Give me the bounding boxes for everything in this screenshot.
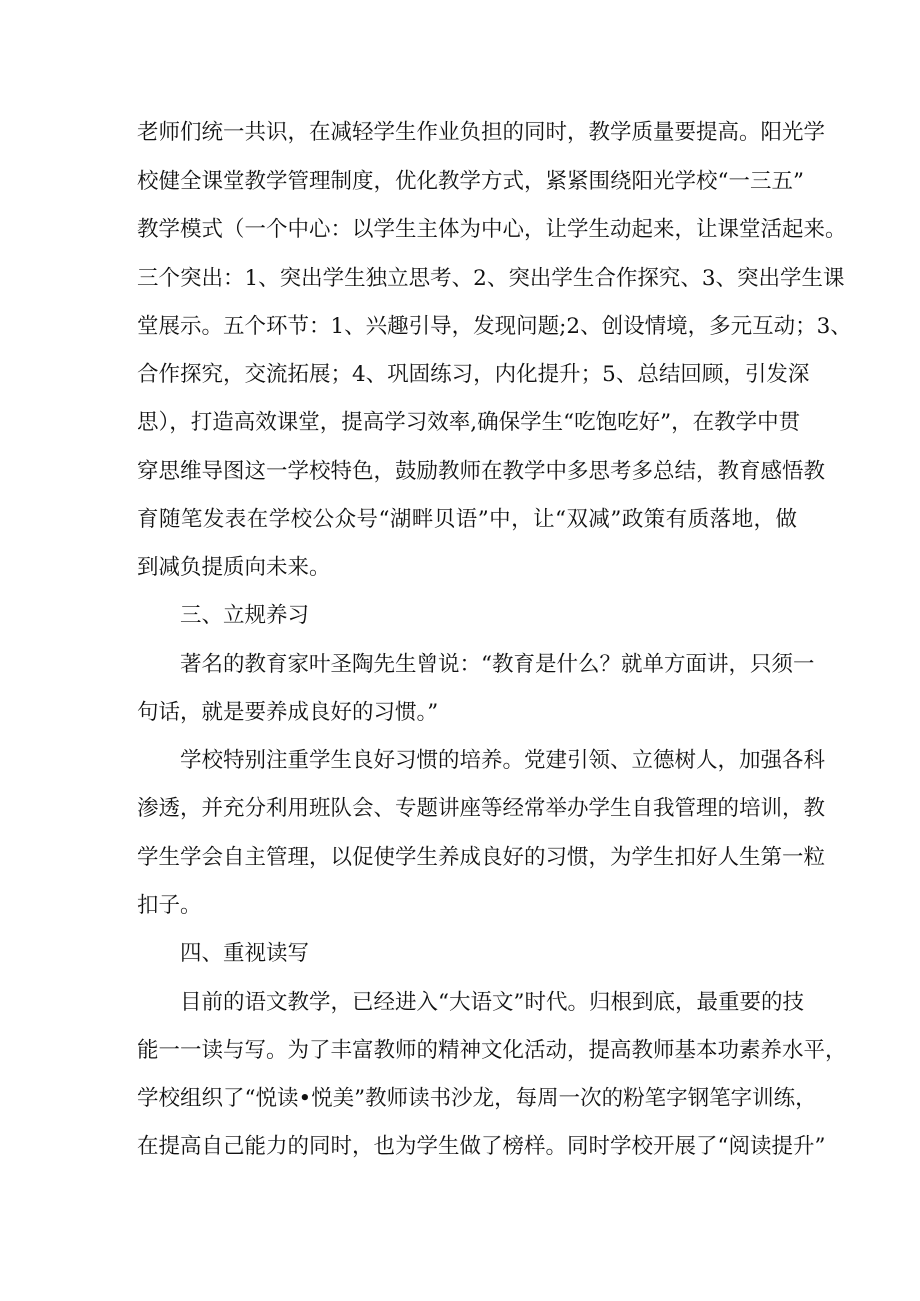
paragraph-line: 学生学会自主管理，以促使学生养成良好的习惯，为学生扣好人生第一粒 <box>137 845 826 870</box>
paragraph-line: 堂展示。五个环节：1、兴趣引导，发现问题;2、创设情境，多元互动；3、 <box>137 314 852 339</box>
section-heading: 四、重视读写 <box>180 941 310 966</box>
paragraph-line: 合作探究，交流拓展；4、巩固练习，内化提升；5、总结回顾，引发深 <box>137 362 810 387</box>
paragraph-line: 思），打造高效课堂，提高学习效率,确保学生“吃饱吃好”，在教学中贯 <box>137 410 801 435</box>
paragraph-line: 穿思维导图这一学校特色，鼓励教师在教学中多思考多总结，教育感悟教 <box>137 459 826 484</box>
paragraph-line: 学校特别注重学生良好习惯的培养。党建引领、立德树人，加强各科 <box>180 748 826 773</box>
paragraph-line: 到减负提质向未来。 <box>137 555 331 580</box>
paragraph-line: 著名的教育家叶圣陶先生曾说：“教育是什么？就单方面讲，只须一 <box>180 652 815 677</box>
section-heading: 三、立规养习 <box>180 603 310 628</box>
paragraph-line: 扣子。 <box>137 893 202 918</box>
paragraph-line: 育随笔发表在学校公众号“湖畔贝语”中，让“双减”政策有质落地，做 <box>137 507 797 532</box>
paragraph-line: 目前的语文教学，已经进入“大语文”时代。归根到底，最重要的技 <box>180 990 804 1015</box>
paragraph-line: 句话，就是要养成良好的习惯。” <box>137 700 439 725</box>
paragraph-line: 老师们统一共识，在减轻学生作业负担的同时，教学质量要提高。阳光学 <box>137 120 826 145</box>
paragraph-line: 教学模式（一个中心：以学生主体为中心，让学生动起来，让课堂活起来。 <box>137 217 847 242</box>
paragraph-line: 校健全课堂教学管理制度，优化教学方式，紧紧围绕阳光学校“一三五” <box>137 169 804 194</box>
paragraph-line: 在提高自己能力的同时，也为学生做了榜样。同时学校开展了“阅读提升” <box>137 1134 826 1159</box>
paragraph-line: 渗透，并充分利用班队会、专题讲座等经常举办学生自我管理的培训，教 <box>137 796 826 821</box>
paragraph-line: 三个突出：1、突出学生独立思考、2、突出学生合作探究、3、突出学生课 <box>137 266 845 291</box>
paragraph-line: 学校组织了“悦读•悦美”教师读书沙龙，每周一次的粉笔字钢笔字训练， <box>137 1086 817 1111</box>
paragraph-line: 能一一读与写。为了丰富教师的精神文化活动，提高教师基本功素养水平， <box>137 1038 847 1063</box>
